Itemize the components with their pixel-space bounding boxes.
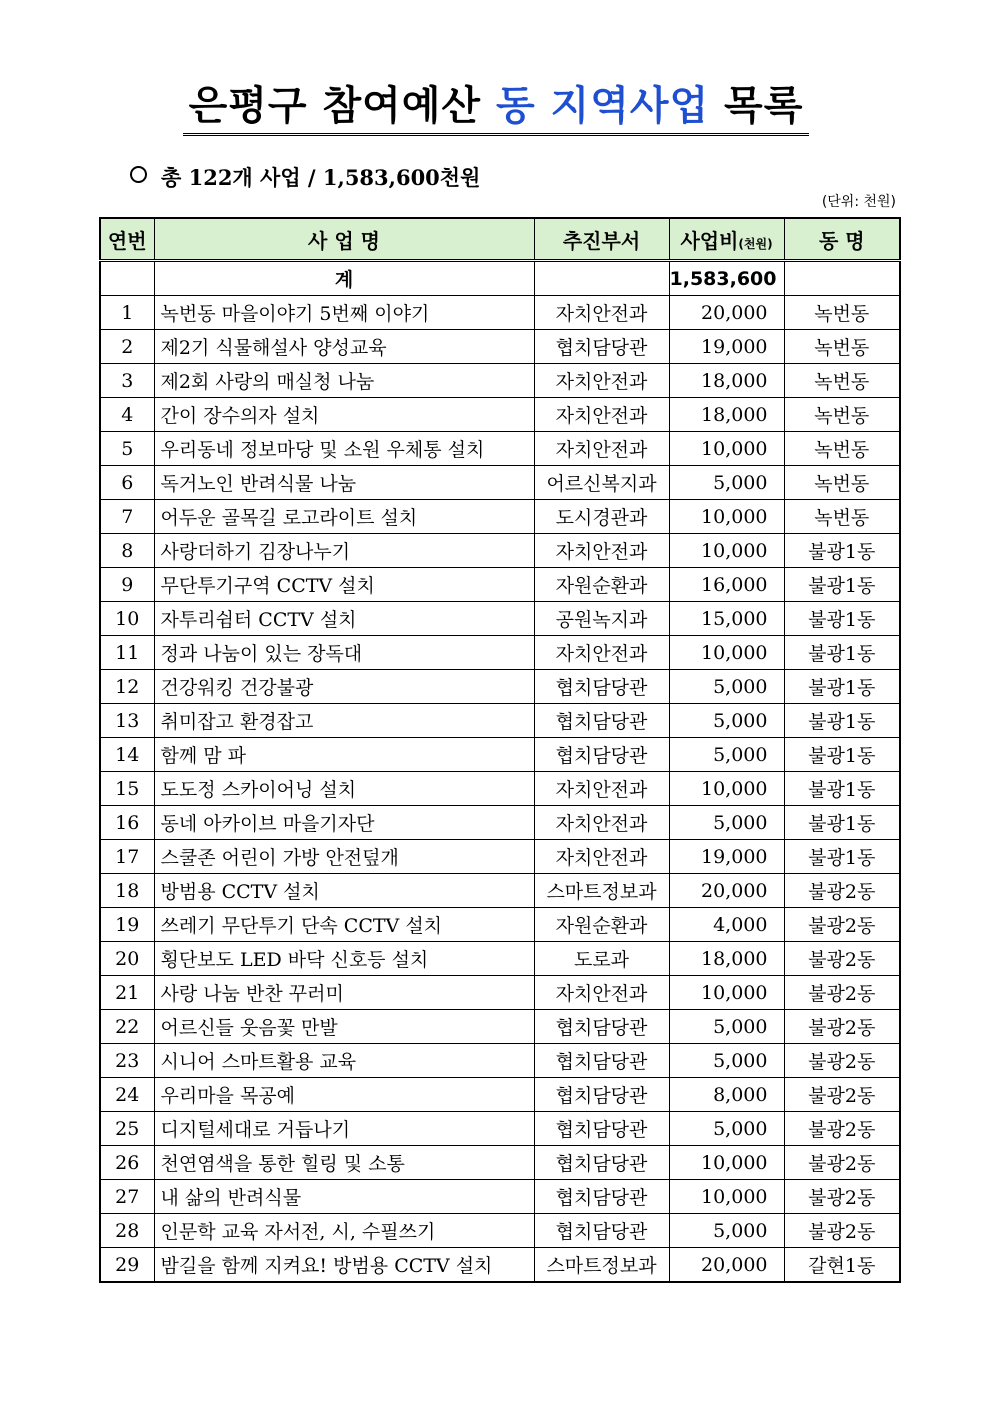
row-no: 23 bbox=[100, 1044, 154, 1078]
unit-note: (단위: 천원) bbox=[821, 194, 896, 210]
table-row bbox=[100, 568, 900, 602]
row-dept: 도로과 bbox=[534, 942, 669, 976]
row-no: 8 bbox=[100, 534, 154, 568]
row-cost: 5,000 bbox=[669, 1044, 784, 1078]
row-no: 4 bbox=[100, 398, 154, 432]
row-cost: 10,000 bbox=[669, 772, 784, 806]
row-no: 16 bbox=[100, 806, 154, 840]
row-name: 무단투기구역 CCTV 설치 bbox=[154, 568, 534, 602]
row-name: 우리동네 정보마당 및 소원 우체통 설치 bbox=[154, 432, 534, 466]
total-cost: 1,583,600 bbox=[669, 261, 784, 296]
row-cost: 10,000 bbox=[669, 500, 784, 534]
row-dong: 불광1동 bbox=[784, 704, 900, 738]
row-cost: 18,000 bbox=[669, 942, 784, 976]
row-name: 쓰레기 무단투기 단속 CCTV 설치 bbox=[154, 908, 534, 942]
row-no: 29 bbox=[100, 1248, 154, 1283]
row-dept: 협치담당관 bbox=[534, 330, 669, 364]
header-dong: 동 명 bbox=[784, 218, 900, 261]
table-row bbox=[100, 738, 900, 772]
row-name: 스쿨존 어린이 가방 안전덮개 bbox=[154, 840, 534, 874]
row-dept: 자치안전과 bbox=[534, 976, 669, 1010]
row-name: 독거노인 반려식물 나눔 bbox=[154, 466, 534, 500]
row-no: 19 bbox=[100, 908, 154, 942]
row-cost: 19,000 bbox=[669, 330, 784, 364]
row-cost: 18,000 bbox=[669, 364, 784, 398]
row-dong: 녹번동 bbox=[784, 330, 900, 364]
row-no: 6 bbox=[100, 466, 154, 500]
row-name: 제2기 식물해설사 양성교육 bbox=[154, 330, 534, 364]
header-cost bbox=[669, 218, 784, 261]
row-cost: 10,000 bbox=[669, 1146, 784, 1180]
row-no: 1 bbox=[100, 296, 154, 330]
row-no: 21 bbox=[100, 976, 154, 1010]
table-row bbox=[100, 398, 900, 432]
row-dept: 자치안전과 bbox=[534, 636, 669, 670]
row-dept: 어르신복지과 bbox=[534, 466, 669, 500]
row-cost: 5,000 bbox=[669, 466, 784, 500]
total-dong-cell bbox=[784, 261, 900, 296]
row-cost: 5,000 bbox=[669, 1112, 784, 1146]
header-no: 연번 bbox=[100, 218, 154, 261]
row-no: 18 bbox=[100, 874, 154, 908]
row-dong: 불광2동 bbox=[784, 1146, 900, 1180]
row-no: 22 bbox=[100, 1010, 154, 1044]
row-name: 디지털세대로 거듭나기 bbox=[154, 1112, 534, 1146]
row-dong: 불광2동 bbox=[784, 1010, 900, 1044]
row-cost: 5,000 bbox=[669, 1214, 784, 1248]
row-dong: 녹번동 bbox=[784, 296, 900, 330]
row-name: 녹번동 마을이야기 5번째 이야기 bbox=[154, 296, 534, 330]
row-dept: 자치안전과 bbox=[534, 840, 669, 874]
row-name: 정과 나눔이 있는 장독대 bbox=[154, 636, 534, 670]
row-name: 제2회 사랑의 매실청 나눔 bbox=[154, 364, 534, 398]
row-name: 어두운 골목길 로고라이트 설치 bbox=[154, 500, 534, 534]
row-dong: 녹번동 bbox=[784, 432, 900, 466]
row-name: 인문학 교육 자서전, 시, 수필쓰기 bbox=[154, 1214, 534, 1248]
row-dept: 협치담당관 bbox=[534, 1112, 669, 1146]
table-row bbox=[100, 908, 900, 942]
row-name: 건강워킹 건강불광 bbox=[154, 670, 534, 704]
row-no: 17 bbox=[100, 840, 154, 874]
budget-table bbox=[99, 217, 901, 1283]
row-cost: 8,000 bbox=[669, 1078, 784, 1112]
row-name: 함께 맘 파 bbox=[154, 738, 534, 772]
table-row bbox=[100, 874, 900, 908]
row-no: 27 bbox=[100, 1180, 154, 1214]
row-dept: 스마트정보과 bbox=[534, 1248, 669, 1283]
header-cost-unit: (천원) bbox=[738, 236, 773, 251]
row-cost: 4,000 bbox=[669, 908, 784, 942]
row-name: 동네 아카이브 마을기자단 bbox=[154, 806, 534, 840]
row-dept: 스마트정보과 bbox=[534, 874, 669, 908]
total-no-cell bbox=[100, 261, 154, 296]
table-row bbox=[100, 704, 900, 738]
row-no: 14 bbox=[100, 738, 154, 772]
row-no: 3 bbox=[100, 364, 154, 398]
table-row bbox=[100, 432, 900, 466]
row-dept: 도시경관과 bbox=[534, 500, 669, 534]
row-name: 도도정 스카이어닝 설치 bbox=[154, 772, 534, 806]
row-name: 밤길을 함께 지켜요! 방범용 CCTV 설치 bbox=[154, 1248, 534, 1283]
table-row bbox=[100, 1078, 900, 1112]
row-dong: 불광2동 bbox=[784, 1180, 900, 1214]
table-row bbox=[100, 500, 900, 534]
table-row bbox=[100, 364, 900, 398]
row-no: 2 bbox=[100, 330, 154, 364]
row-dept: 자치안전과 bbox=[534, 364, 669, 398]
table-row bbox=[100, 1010, 900, 1044]
row-cost: 20,000 bbox=[669, 1248, 784, 1283]
row-no: 20 bbox=[100, 942, 154, 976]
row-dept: 공원녹지과 bbox=[534, 602, 669, 636]
table-row bbox=[100, 534, 900, 568]
row-dept: 자원순환과 bbox=[534, 908, 669, 942]
row-cost: 5,000 bbox=[669, 806, 784, 840]
row-dong: 불광2동 bbox=[784, 942, 900, 976]
row-dept: 협치담당관 bbox=[534, 670, 669, 704]
row-cost: 20,000 bbox=[669, 296, 784, 330]
row-dept: 자치안전과 bbox=[534, 432, 669, 466]
row-dong: 불광2동 bbox=[784, 874, 900, 908]
table-row bbox=[100, 602, 900, 636]
table-row bbox=[100, 330, 900, 364]
row-name: 우리마을 목공예 bbox=[154, 1078, 534, 1112]
row-dong: 불광1동 bbox=[784, 738, 900, 772]
row-dong: 불광1동 bbox=[784, 670, 900, 704]
row-no: 9 bbox=[100, 568, 154, 602]
title-part-1: 은평구 참여예산 bbox=[188, 83, 496, 129]
table-header-row bbox=[100, 218, 900, 261]
table-row bbox=[100, 466, 900, 500]
row-dept: 자치안전과 bbox=[534, 772, 669, 806]
row-no: 25 bbox=[100, 1112, 154, 1146]
table-row bbox=[100, 976, 900, 1010]
total-row bbox=[100, 261, 900, 296]
title-part-2: 목록 bbox=[709, 83, 804, 129]
row-name: 취미잡고 환경잡고 bbox=[154, 704, 534, 738]
row-no: 11 bbox=[100, 636, 154, 670]
total-label: 계 bbox=[154, 261, 534, 296]
summary-text: 총 122개 사업 / 1,583,600천원 bbox=[161, 165, 481, 190]
row-no: 26 bbox=[100, 1146, 154, 1180]
row-dept: 자치안전과 bbox=[534, 296, 669, 330]
row-cost: 20,000 bbox=[669, 874, 784, 908]
row-cost: 5,000 bbox=[669, 738, 784, 772]
row-dept: 자원순환과 bbox=[534, 568, 669, 602]
row-dong: 불광1동 bbox=[784, 534, 900, 568]
row-cost: 10,000 bbox=[669, 432, 784, 466]
row-dept: 자치안전과 bbox=[534, 806, 669, 840]
row-cost: 10,000 bbox=[669, 1180, 784, 1214]
row-cost: 16,000 bbox=[669, 568, 784, 602]
title-highlight: 동 지역사업 bbox=[495, 83, 710, 129]
row-cost: 5,000 bbox=[669, 704, 784, 738]
row-dong: 녹번동 bbox=[784, 364, 900, 398]
row-dept: 협치담당관 bbox=[534, 1180, 669, 1214]
row-dong: 녹번동 bbox=[784, 466, 900, 500]
row-dept: 협치담당관 bbox=[534, 1078, 669, 1112]
row-dept: 협치담당관 bbox=[534, 704, 669, 738]
table-row bbox=[100, 1214, 900, 1248]
row-dept: 협치담당관 bbox=[534, 1044, 669, 1078]
row-dong: 불광1동 bbox=[784, 840, 900, 874]
page-title bbox=[0, 78, 992, 136]
header-name: 사 업 명 bbox=[154, 218, 534, 261]
row-dong: 녹번동 bbox=[784, 398, 900, 432]
row-no: 7 bbox=[100, 500, 154, 534]
header-cost-label: 사업비 bbox=[680, 228, 739, 253]
row-cost: 5,000 bbox=[669, 1010, 784, 1044]
circle-bullet-icon bbox=[130, 166, 147, 183]
table-row bbox=[100, 1180, 900, 1214]
row-cost: 15,000 bbox=[669, 602, 784, 636]
row-dong: 불광1동 bbox=[784, 806, 900, 840]
table-row bbox=[100, 670, 900, 704]
total-dept-cell bbox=[534, 261, 669, 296]
table-row bbox=[100, 1146, 900, 1180]
row-name: 어르신들 웃음꽃 만발 bbox=[154, 1010, 534, 1044]
row-name: 천연염색을 통한 힐링 및 소통 bbox=[154, 1146, 534, 1180]
row-dong: 불광2동 bbox=[784, 908, 900, 942]
table-row bbox=[100, 1248, 900, 1283]
table-row bbox=[100, 772, 900, 806]
table-row bbox=[100, 296, 900, 330]
row-dept: 협치담당관 bbox=[534, 1010, 669, 1044]
table-row bbox=[100, 636, 900, 670]
table-row bbox=[100, 942, 900, 976]
row-cost: 10,000 bbox=[669, 976, 784, 1010]
summary-line bbox=[130, 163, 480, 193]
row-dong: 불광2동 bbox=[784, 1214, 900, 1248]
row-cost: 10,000 bbox=[669, 636, 784, 670]
row-no: 28 bbox=[100, 1214, 154, 1248]
row-name: 내 삶의 반려식물 bbox=[154, 1180, 534, 1214]
row-name: 횡단보도 LED 바닥 신호등 설치 bbox=[154, 942, 534, 976]
row-dong: 불광2동 bbox=[784, 1078, 900, 1112]
table-row bbox=[100, 840, 900, 874]
row-cost: 10,000 bbox=[669, 534, 784, 568]
row-no: 13 bbox=[100, 704, 154, 738]
row-dong: 갈현1동 bbox=[784, 1248, 900, 1283]
row-dept: 협치담당관 bbox=[534, 1214, 669, 1248]
row-no: 24 bbox=[100, 1078, 154, 1112]
row-dong: 불광1동 bbox=[784, 772, 900, 806]
row-dong: 불광2동 bbox=[784, 1112, 900, 1146]
row-no: 5 bbox=[100, 432, 154, 466]
row-dong: 불광1동 bbox=[784, 602, 900, 636]
table-row bbox=[100, 806, 900, 840]
table-row bbox=[100, 1112, 900, 1146]
header-dept: 추진부서 bbox=[534, 218, 669, 261]
row-cost: 5,000 bbox=[669, 670, 784, 704]
row-dong: 불광1동 bbox=[784, 636, 900, 670]
row-no: 15 bbox=[100, 772, 154, 806]
row-no: 10 bbox=[100, 602, 154, 636]
row-dept: 자치안전과 bbox=[534, 398, 669, 432]
row-dong: 불광2동 bbox=[784, 976, 900, 1010]
row-dept: 자치안전과 bbox=[534, 534, 669, 568]
row-name: 방범용 CCTV 설치 bbox=[154, 874, 534, 908]
row-cost: 18,000 bbox=[669, 398, 784, 432]
row-dept: 협치담당관 bbox=[534, 1146, 669, 1180]
row-no: 12 bbox=[100, 670, 154, 704]
page-title-text bbox=[183, 79, 810, 136]
row-name: 자투리쉼터 CCTV 설치 bbox=[154, 602, 534, 636]
row-dept: 협치담당관 bbox=[534, 738, 669, 772]
row-dong: 불광1동 bbox=[784, 568, 900, 602]
row-cost: 19,000 bbox=[669, 840, 784, 874]
row-dong: 불광2동 bbox=[784, 1044, 900, 1078]
row-name: 사랑 나눔 반찬 꾸러미 bbox=[154, 976, 534, 1010]
table-row bbox=[100, 1044, 900, 1078]
row-name: 간이 장수의자 설치 bbox=[154, 398, 534, 432]
row-name: 사랑더하기 김장나누기 bbox=[154, 534, 534, 568]
row-name: 시니어 스마트활용 교육 bbox=[154, 1044, 534, 1078]
row-dong: 녹번동 bbox=[784, 500, 900, 534]
